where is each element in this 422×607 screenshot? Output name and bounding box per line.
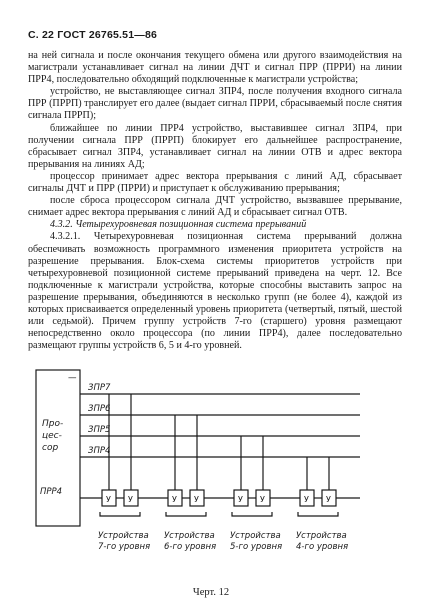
bus-label-zpr7: ЗПР7 — [88, 383, 111, 393]
paragraph-6: 4.3.2.1. Четырехуровневая позиционная система прерываний должна обеспечивать возможность программного изменения приоритета устройств на разрешение прерывания. Блок-схема системы приоритетов устройств при четырехуровневой позиционной системе прерываний приведена на черт. 12. Все подключенные к магистрали устройства, которые способны выставить запрос на разрешение прерывания, объединяются в несколько групп (не более 4), каждой из которых присваивается определенный уровень приоритета (четвертый, пятый, шестой или седьмой). Причем группу устройств 7-го (старшего) уровня размещают непосредственно около процессора (по линии ПРР4), далее последовательно размещают группы устройств 6, 5 и 4-го уровней. — [28, 231, 402, 352]
group-label-4-line2: 4-го уровня — [296, 542, 349, 552]
device-box-label: У — [326, 495, 331, 504]
block-diagram — [28, 368, 402, 580]
processor-label-3: сор — [42, 443, 59, 453]
section-heading: 4.3.2. Четырехуровневая позиционная система прерываний — [50, 219, 307, 231]
group-label-7-line1: Устройства — [98, 531, 149, 541]
device-box-label: У — [106, 495, 111, 504]
device-box-label: У — [128, 495, 133, 504]
device-box-label: У — [238, 495, 243, 504]
svg-text:—: — — [68, 373, 77, 383]
device-box-label: У — [260, 495, 265, 504]
group-label-5-line1: Устройства — [230, 531, 281, 541]
group-label-6-line2: 6-го уровня — [164, 542, 217, 552]
paragraph-3: ближайшее по линии ПРР4 устройство, выставившее сигнал ЗПР4, при получении сигнала ПРР (ПРРП) блокирует его дальнейшее распространение, сбрасывает сигнал ЗПР4, устанавливает сигнал на линии ОТВ и адрес вектора прерывания на линиях АД; — [28, 122, 402, 170]
paragraph-5: после сброса процессором сигнала ДЧТ устройство, вызвавшее прерывание, снимает адрес вектора прерывания с линий АД и сбрасывает сигнал ОТВ. — [28, 195, 402, 219]
priority-diagram — [28, 368, 402, 580]
group-label-7-line2: 7-го уровня — [98, 542, 151, 552]
body-text — [28, 50, 402, 352]
processor-label-2: цес- — [42, 431, 62, 441]
paragraph-2: устройство, не выставляющее сигнал ЗПР4, после получения входного сигнала ПРР (ПРРП) транслирует его далее (выдает сигнал ПРРИ, сбрасываемый после снятия сигнала ПРРП); — [28, 86, 402, 122]
group-label-4-line1: Устройства — [296, 531, 347, 541]
bus-label-zpr6: ЗПР6 — [88, 404, 111, 414]
bus-label-zpr4: ЗПР4 — [88, 446, 111, 456]
paragraph-1: на ней сигнала и после окончания текущего обмена или другого взаимодействия на магистрали устанавливает сигнал на линии ДЧТ и сигнал ПРР (ПРРИ) на линии ПРР4, последовательно обходящий подключенные к магистрали устройства; — [28, 50, 402, 86]
processor-label-1: Про- — [42, 419, 64, 429]
page-header: С. 22 ГОСТ 26765.51—86 — [28, 29, 158, 41]
device-box-label: У — [304, 495, 309, 504]
group-label-6-line1: Устройства — [164, 531, 215, 541]
device-box-label: У — [194, 495, 199, 504]
device-box-label: У — [172, 495, 177, 504]
paragraph-4: процессор принимает адрес вектора прерывания с линий АД, сбрасывает сигналы ДЧТ и ПРР (ПРРИ) и приступает к обслуживанию прерывания; — [28, 170, 402, 195]
bus-label-zpr5: ЗПР5 — [88, 425, 111, 435]
grant-line-label: ПРР4 — [40, 487, 63, 497]
group-label-5-line2: 5-го уровня — [230, 542, 283, 552]
figure-caption: Черт. 12 — [192, 587, 230, 598]
